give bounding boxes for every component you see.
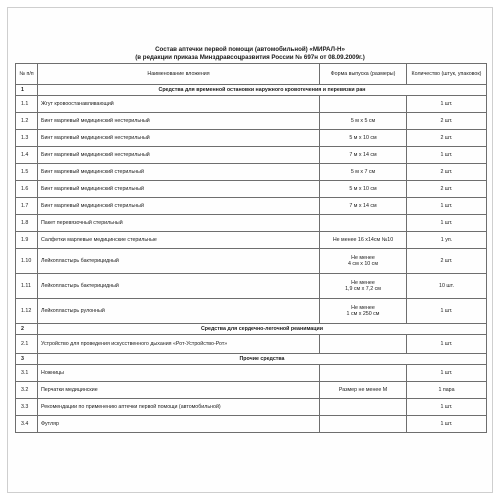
row-qty: 1 шт. <box>407 215 487 232</box>
row-form-line2: 4 см х 10 см <box>348 261 378 267</box>
section-num: 3 <box>16 354 38 365</box>
row-num: 1.6 <box>16 181 38 198</box>
section-num: 2 <box>16 324 38 335</box>
row-form: 5 м х 7 см <box>320 164 407 181</box>
row-num: 1.7 <box>16 198 38 215</box>
row-qty: 1 шт. <box>407 147 487 164</box>
row-name: Лейкопластырь рулонный <box>38 299 320 324</box>
row-qty: 2 шт. <box>407 181 487 198</box>
row-qty: 1 шт. <box>407 96 487 113</box>
table-row <box>16 215 487 232</box>
row-qty: 1 шт. <box>407 399 487 416</box>
row-name: Ножницы <box>38 365 320 382</box>
row-form <box>320 249 407 274</box>
row-qty: 1 уп. <box>407 232 487 249</box>
row-num: 1.1 <box>16 96 38 113</box>
row-qty: 2 шт. <box>407 164 487 181</box>
section-num: 1 <box>16 85 38 96</box>
row-name: Бинт марлевый медицинский нестерильный <box>38 130 320 147</box>
row-name: Лейкопластырь бактерицидный <box>38 249 320 274</box>
row-name: Устройство для проведения искусственного дыхания «Рот-Устройство-Рот» <box>38 335 320 354</box>
row-num: 3.2 <box>16 382 38 399</box>
row-name: Бинт марлевый медицинский стерильный <box>38 198 320 215</box>
row-name: Бинт марлевый медицинский стерильный <box>38 164 320 181</box>
row-num: 1.4 <box>16 147 38 164</box>
section-title: Средства для временной остановки наружного кровотечения и перевязки ран <box>38 85 487 96</box>
row-name: Рекомендации по применению аптечки первой помощи (автомобильной) <box>38 399 320 416</box>
table-row <box>16 299 487 324</box>
row-qty: 1 пара <box>407 382 487 399</box>
row-num: 3.3 <box>16 399 38 416</box>
row-form <box>320 399 407 416</box>
table-row <box>16 274 487 299</box>
section-row <box>16 354 487 365</box>
row-name: Бинт марлевый медицинский нестерильный <box>38 113 320 130</box>
row-form: 5 м х 10 см <box>320 181 407 198</box>
table-row <box>16 382 487 399</box>
row-qty: 1 шт. <box>407 299 487 324</box>
header-form: Форма выпуска (размеры) <box>320 64 407 85</box>
row-name: Лейкопластырь бактерицидный <box>38 274 320 299</box>
row-num: 1.3 <box>16 130 38 147</box>
table-row <box>16 164 487 181</box>
row-form-line2: 1 см х 250 см <box>346 311 380 317</box>
row-name: Футляр <box>38 416 320 433</box>
row-num: 1.5 <box>16 164 38 181</box>
row-num: 3.1 <box>16 365 38 382</box>
row-form <box>320 335 407 354</box>
row-name: Салфетки марлевые медицинские стерильные <box>38 232 320 249</box>
row-qty: 1 шт. <box>407 335 487 354</box>
row-form <box>320 365 407 382</box>
header-qty: Количество (штук, упаковок) <box>407 64 487 85</box>
row-form: 5 м х 10 см <box>320 130 407 147</box>
row-form-line1: Не менее <box>351 254 375 261</box>
row-form: 7 м х 14 см <box>320 198 407 215</box>
row-form <box>320 215 407 232</box>
row-form: 5 м х 5 см <box>320 113 407 130</box>
row-name: Бинт марлевый медицинский нестерильный <box>38 147 320 164</box>
row-form: Размер не менее М <box>320 382 407 399</box>
section-title: Прочие средства <box>38 354 487 365</box>
table-row <box>16 181 487 198</box>
row-num: 1.12 <box>16 299 38 324</box>
section-row <box>16 324 487 335</box>
row-num: 1.2 <box>16 113 38 130</box>
row-form <box>320 299 407 324</box>
section-title: Средства для сердечно-легочной реанимации <box>38 324 487 335</box>
table-row <box>16 249 487 274</box>
row-form: Не менее 16 х14см №10 <box>320 232 407 249</box>
row-form-line2: 1,9 см х 7,2 см <box>345 286 381 292</box>
row-qty: 2 шт. <box>407 249 487 274</box>
row-qty: 1 шт. <box>407 365 487 382</box>
table-row <box>16 96 487 113</box>
row-qty: 2 шт. <box>407 130 487 147</box>
table-row <box>16 365 487 382</box>
row-name: Бинт марлевый медицинский стерильный <box>38 181 320 198</box>
row-form <box>320 274 407 299</box>
row-num: 1.10 <box>16 249 38 274</box>
row-num: 1.8 <box>16 215 38 232</box>
row-num: 1.11 <box>16 274 38 299</box>
table-row <box>16 198 487 215</box>
table-header-row <box>16 64 487 85</box>
row-num: 3.4 <box>16 416 38 433</box>
row-form <box>320 96 407 113</box>
row-name: Пакет перевязочный стерильный <box>38 215 320 232</box>
row-name: Жгут кровоостанавливающий <box>38 96 320 113</box>
table-row <box>16 399 487 416</box>
document-subtitle: (в редакции приказа Минздравсоцразвития России № 697н от 08.09.2009г.) <box>135 54 365 61</box>
row-qty: 10 шт. <box>407 274 487 299</box>
table-row <box>16 232 487 249</box>
table-row <box>16 147 487 164</box>
row-num: 1.9 <box>16 232 38 249</box>
table-row <box>16 335 487 354</box>
table-row <box>16 130 487 147</box>
row-qty: 2 шт. <box>407 113 487 130</box>
header-name: Наименование вложения <box>38 64 320 85</box>
row-name: Перчатки медицинские <box>38 382 320 399</box>
first-aid-kit-table <box>15 63 487 433</box>
row-form <box>320 416 407 433</box>
row-form: 7 м х 14 см <box>320 147 407 164</box>
table-row <box>16 113 487 130</box>
row-qty: 1 шт. <box>407 416 487 433</box>
document-title: Состав аптечки первой помощи (автомобильной) «МИРАЛ-Н» <box>155 46 345 53</box>
row-form-line1: Не менее <box>351 304 375 311</box>
row-num: 2.1 <box>16 335 38 354</box>
row-qty: 1 шт. <box>407 198 487 215</box>
table-row <box>16 416 487 433</box>
header-num: № п/п <box>16 64 38 85</box>
section-row <box>16 85 487 96</box>
row-form-line1: Не менее <box>351 279 375 286</box>
